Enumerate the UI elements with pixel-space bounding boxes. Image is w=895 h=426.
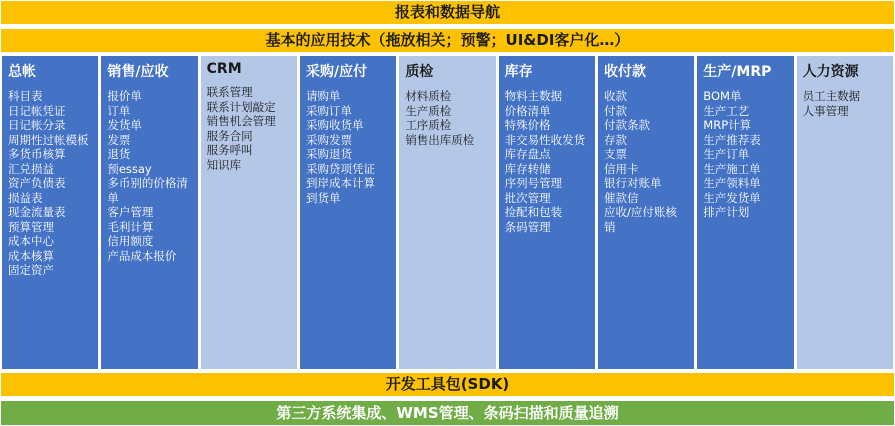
footer-band: 第三方系统集成、WMS管理、条码扫描和质量追溯 [0,400,895,426]
list-item: 发票 [107,132,131,147]
column-items [2,85,98,369]
list-item: 预算管理 [8,219,54,234]
list-item: MRP计算 [703,118,752,132]
list-item: 生产订单 [703,147,750,161]
list-item: 收款 [603,89,627,103]
module-column-production-mrp[interactable] [697,56,793,369]
list-item: 生产施工单 [703,161,761,176]
sdk-band: 开发工具包(SDK) [0,372,895,397]
list-item: 采购订单 [305,103,352,118]
tech-band: 基本的应用技术（拖放相关；预警；UI&DI客户化…） [0,28,895,53]
list-item: 现金流量表 [8,205,66,219]
list-item: 生产推荐表 [703,132,761,147]
list-item: 生产领料单 [703,176,761,190]
list-item: 捡配和包装 [504,205,563,219]
list-item: 请购单 [305,89,341,103]
list-item: 科目表 [8,89,43,103]
list-item: 多币别的价格清单 [107,176,188,205]
column-title: 库存 [504,64,533,80]
list-item: 采购发票 [305,132,352,147]
list-item: 员工主数据 [802,89,861,103]
list-item: 银行对账单 [603,176,662,190]
list-item: 知识库 [206,157,242,172]
list-item: 服务呼叫 [206,143,253,157]
list-item: 物料主数据 [504,89,563,103]
column-title: 收付款 [603,64,646,80]
list-item: 库存盘点 [504,147,551,161]
list-item: 信用卡 [603,161,639,176]
list-item: 付款条款 [603,118,650,132]
list-item: 成本中心 [8,234,54,248]
list-item: 条码管理 [504,219,551,234]
list-item: 日记帐凭证 [8,103,66,118]
list-item: 固定资产 [8,263,54,277]
list-item: 汇兑损益 [8,161,54,176]
column-items [300,85,396,369]
list-item: 排产计划 [703,205,750,219]
list-item: 批次管理 [504,190,551,205]
list-item: 生产质检 [405,103,452,118]
list-item: 损益表 [8,190,43,205]
column-items [201,81,297,369]
list-item: 材料质检 [405,89,452,103]
list-item: 采购收货单 [305,118,364,132]
list-item: 采购退货 [305,147,352,161]
list-item: 到货单 [305,190,341,205]
module-columns [0,56,895,369]
module-column-general-ledger[interactable] [2,56,98,369]
list-item: 序列号管理 [504,176,563,190]
list-item: BOM单 [703,89,742,103]
list-item: 多货币核算 [8,147,66,161]
list-item: 人事管理 [802,103,849,118]
list-item: 成本核算 [8,248,54,263]
list-item: 支票 [603,147,627,161]
list-item: 销售出库质检 [405,132,475,147]
list-item: 发货单 [107,118,142,132]
list-item: 存款 [603,132,627,147]
list-item: 服务合同 [206,128,253,143]
module-column-payments[interactable] [598,56,694,369]
column-items [101,85,197,369]
column-title: 总帐 [8,64,36,80]
list-item: 联系管理 [206,85,253,99]
list-item: 周期性过帐模板 [8,132,89,147]
column-title: CRM [206,61,242,77]
column-title: 人力资源 [802,64,859,80]
list-item: 销售机会管理 [206,114,276,128]
module-column-inventory[interactable] [499,56,595,369]
list-item: 非交易性收发货 [504,132,586,147]
list-item: 付款 [603,103,627,118]
module-column-hr[interactable] [797,56,893,369]
list-item: 特殊价格 [504,118,551,132]
list-item: 生产工艺 [703,103,750,118]
list-item: 库存转储 [504,161,551,176]
list-item: 产品成本报价 [107,248,177,263]
list-item: 采购贷项凭证 [305,161,375,176]
module-column-sales-ar[interactable] [101,56,197,369]
column-items [499,85,595,369]
column-items [598,85,694,369]
list-item: 价格清单 [504,103,551,118]
list-item: 信用额度 [107,234,154,248]
list-item: 催款信 [603,190,639,205]
list-item: 预essay [107,161,152,176]
list-item: 资产负债表 [8,176,66,190]
list-item: 生产发货单 [703,190,761,205]
column-title: 采购/应付 [305,64,368,80]
module-column-quality[interactable] [399,56,495,369]
list-item: 毛利计算 [107,219,154,234]
module-column-crm[interactable] [201,56,297,369]
list-item: 报价单 [107,89,142,103]
column-items [797,85,893,369]
column-title: 质检 [405,64,434,80]
list-item: 联系计划敲定 [206,99,276,114]
column-title: 生产/MRP [703,64,772,80]
list-item: 工序质检 [405,118,452,132]
list-item: 日记帐分录 [8,118,66,132]
column-items [697,85,793,369]
list-item: 应收/应付账核销 [603,205,677,234]
list-item: 到岸成本计算 [305,176,375,190]
list-item: 退货 [107,147,131,161]
column-title: 销售/应收 [107,64,169,80]
header-title: 报表和数据导航 [0,0,895,25]
list-item: 订单 [107,103,131,118]
list-item: 客户管理 [107,205,154,219]
module-column-purchasing-ap[interactable] [300,56,396,369]
column-items [399,85,495,369]
